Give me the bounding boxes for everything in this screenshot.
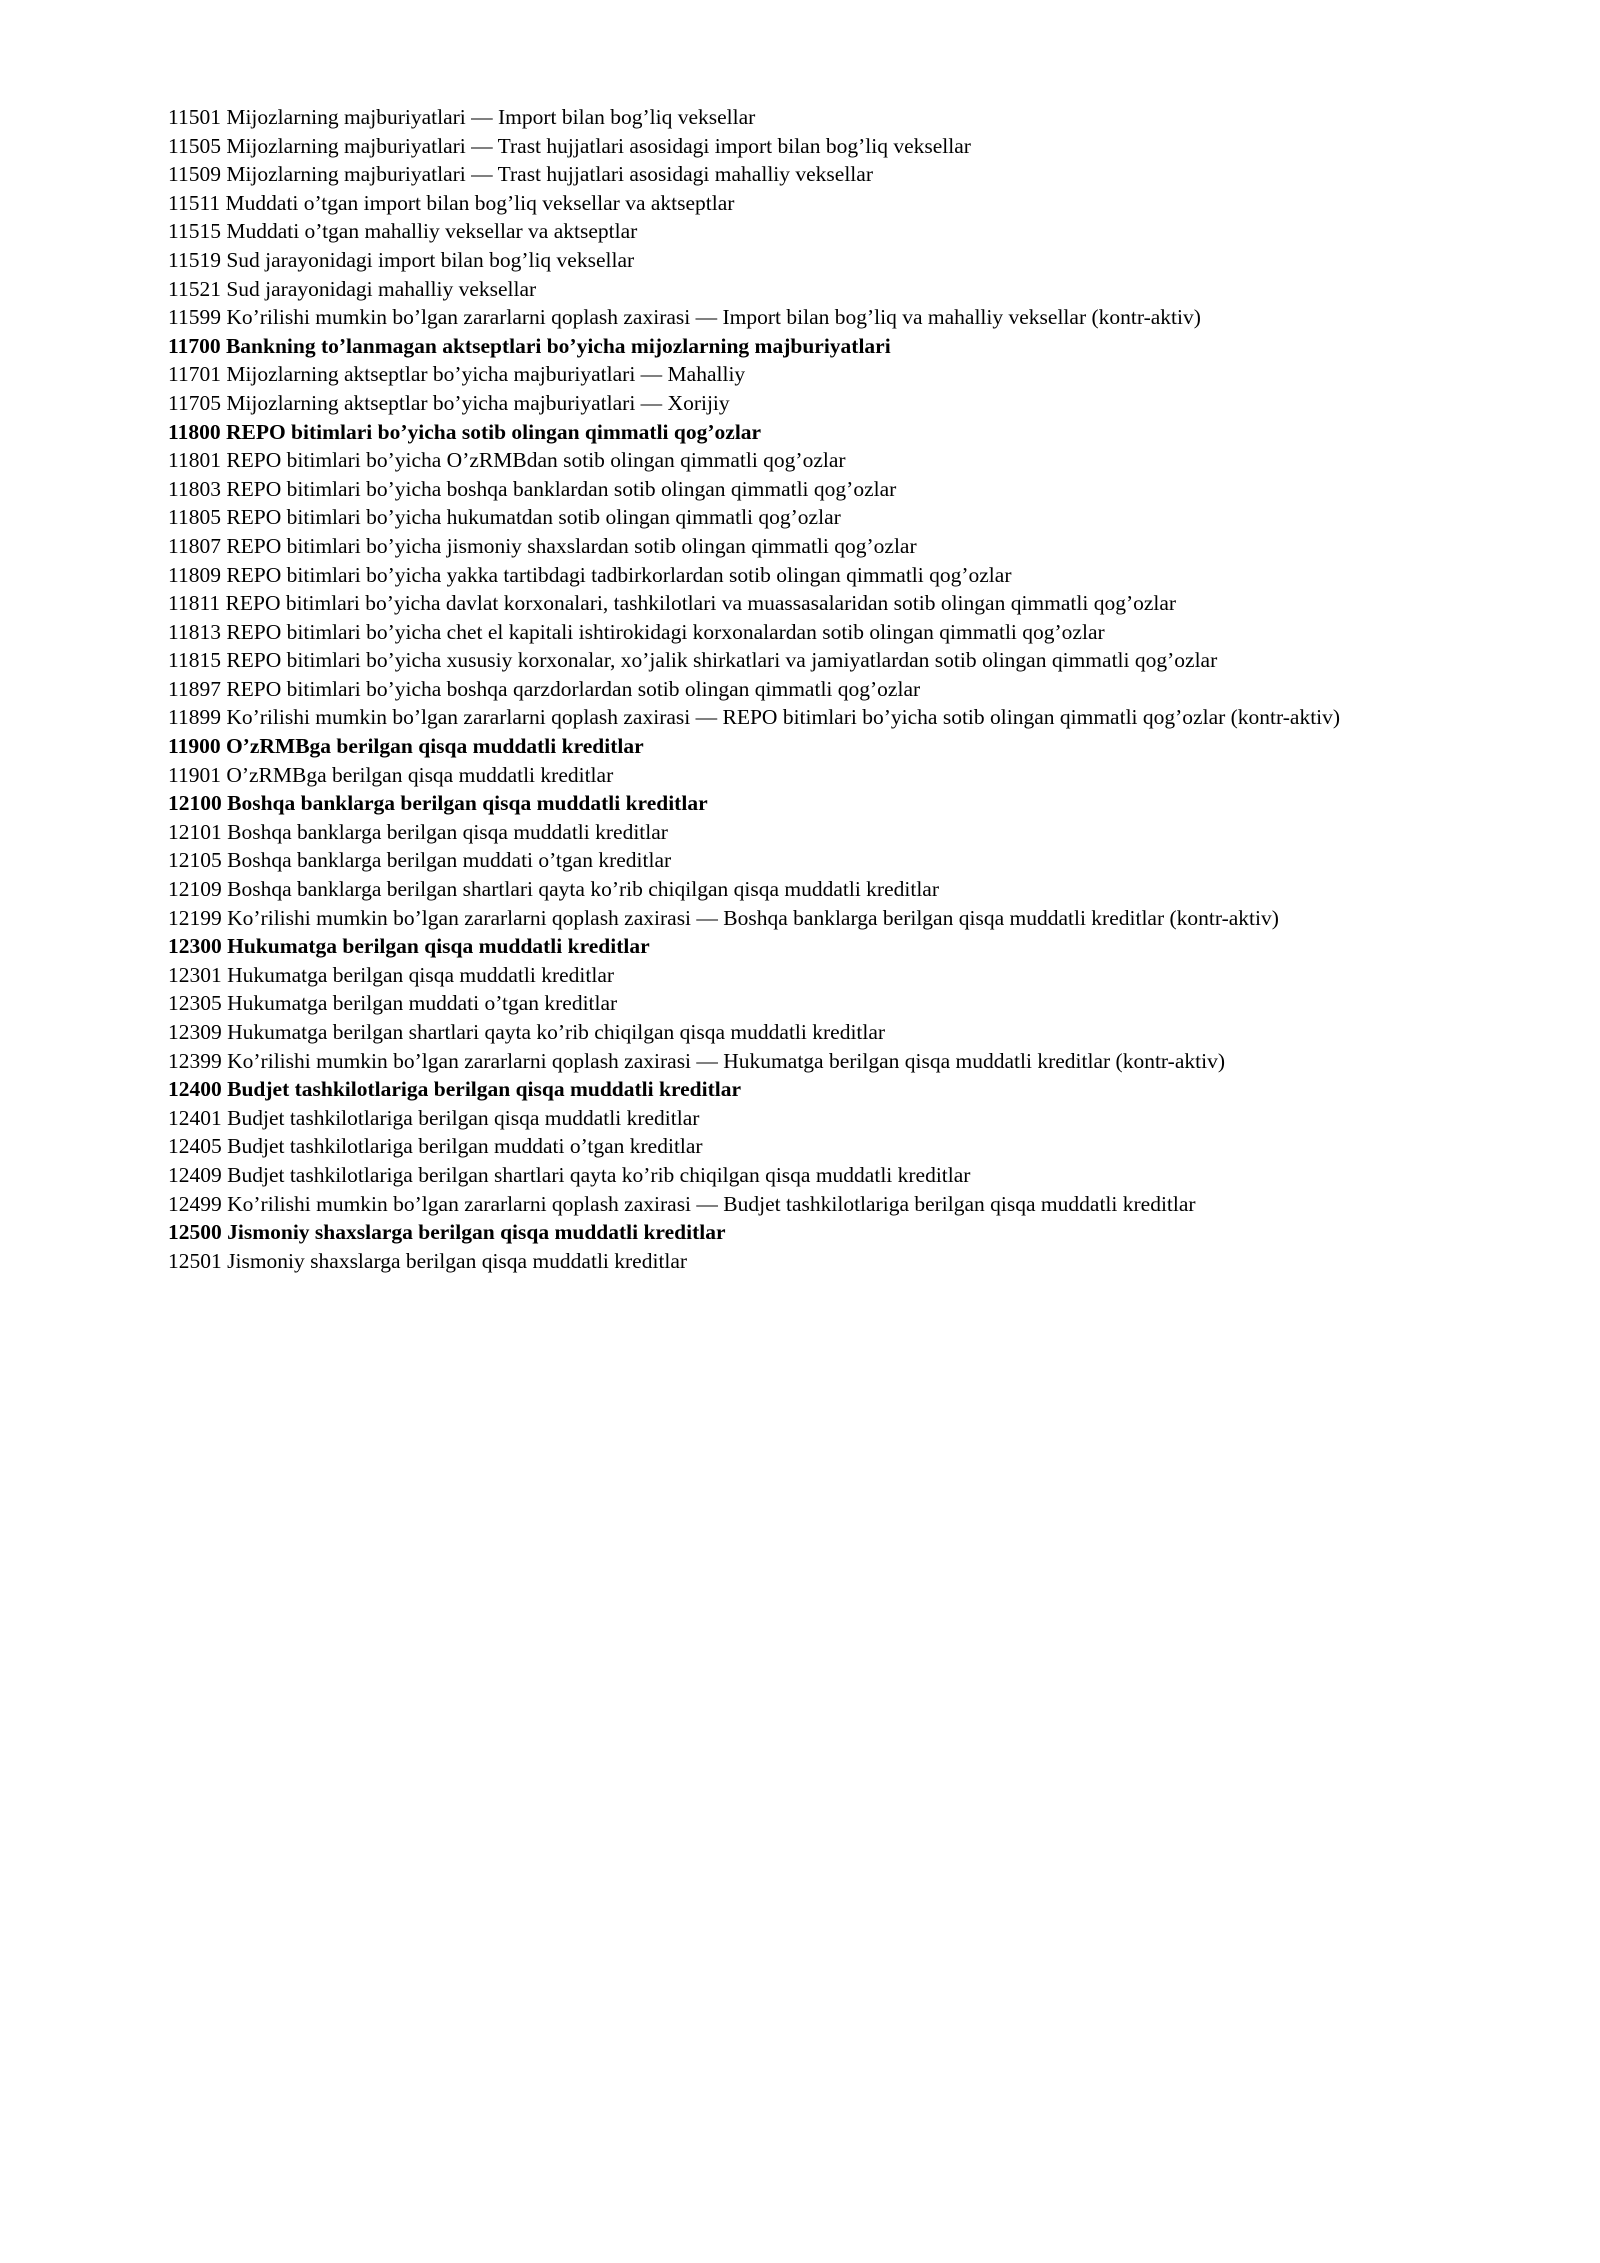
account-code: 11509 (168, 162, 221, 187)
account-title: REPO bitimlari bo’yicha yakka tartibdagi tadbirkorlardan sotib olingan qimmatli qog’ozlar (226, 562, 1012, 587)
account-code: 12309 (168, 1020, 222, 1044)
account-line (168, 589, 1430, 618)
account-line (168, 160, 1430, 189)
account-line (168, 932, 1430, 961)
account-code: 12109 (168, 877, 222, 902)
account-list (168, 103, 1430, 1275)
account-code: 11809 (168, 562, 221, 587)
account-line (168, 1218, 1430, 1247)
account-line (168, 561, 1430, 590)
account-code: 12105 (168, 848, 222, 873)
account-line (168, 1190, 1430, 1219)
account-code: 11599 (168, 305, 221, 330)
account-title: REPO bitimlari bo’yicha chet el kapitali ishtirokidagi korxonalardan sotib olingan qimmatli qog’ozlar (226, 619, 1105, 644)
account-line (168, 989, 1430, 1018)
account-code: 11901 (168, 762, 221, 787)
account-title: Budjet tashkilotlariga berilgan qisqa muddatli kreditlar (227, 1105, 700, 1130)
account-title: Sud jarayonidagi import bilan bog’liq veksellar (226, 247, 635, 272)
account-line (168, 1161, 1430, 1190)
account-code: 12100 (168, 791, 222, 816)
account-code: 11815 (168, 648, 221, 673)
account-title: Ko’rilishi mumkin bo’lgan zararlarni qoplash zaxirasi — Hukumatga berilgan qisqa muddatli kreditlar (kontr-aktiv) (227, 1048, 1225, 1073)
account-title: Boshqa banklarga berilgan shartlari qayta ko’rib chiqilgan qisqa muddatli kreditlar (227, 877, 940, 902)
account-title: Mijozlarning majburiyatlari — Trast hujjatlari asosidagi mahalliy veksellar (226, 162, 873, 187)
account-line (168, 303, 1430, 332)
account-line (168, 618, 1430, 647)
account-line (168, 789, 1430, 818)
account-code: 12499 (168, 1191, 222, 1216)
account-title: Mijozlarning majburiyatlari — Import bilan bog’liq veksellar (226, 105, 756, 129)
account-title: Boshqa banklarga berilgan muddati o’tgan kreditlar (227, 848, 672, 873)
account-line (168, 275, 1430, 304)
account-title: Hukumatga berilgan qisqa muddatli kreditlar (227, 934, 650, 959)
account-title: Bankning to’lanmagan aktseptlari bo’yicha mijozlarning majburiyatlari (225, 333, 891, 358)
account-line (168, 761, 1430, 790)
account-line (168, 360, 1430, 389)
account-code: 11515 (168, 219, 221, 244)
account-title: O’zRMBga berilgan qisqa muddatli kreditlar (225, 734, 644, 759)
account-title: Sud jarayonidagi mahalliy veksellar (226, 276, 537, 301)
account-code: 11813 (168, 619, 221, 644)
account-line (168, 875, 1430, 904)
account-code: 11511 (168, 190, 221, 215)
account-code: 11803 (168, 476, 221, 501)
account-title: Jismoniy shaxslarga berilgan qisqa muddatli kreditlar (227, 1248, 688, 1273)
account-code: 12501 (168, 1248, 222, 1273)
account-line (168, 1047, 1430, 1076)
account-line (168, 818, 1430, 847)
account-line (168, 217, 1430, 246)
account-title: Ko’rilishi mumkin bo’lgan zararlarni qoplash zaxirasi — REPO bitimlari bo’yicha sotib olingan qimmatli qog’ozlar (kontr-aktiv) (226, 705, 1341, 730)
account-line (168, 846, 1430, 875)
account-line (168, 446, 1430, 475)
account-title: Hukumatga berilgan qisqa muddatli kreditlar (227, 962, 615, 987)
account-code: 11505 (168, 133, 221, 158)
account-title: O’zRMBga berilgan qisqa muddatli kreditlar (226, 762, 614, 787)
account-title: Mijozlarning aktseptlar bo’yicha majburiyatlari — Mahalliy (226, 362, 746, 387)
account-title: Boshqa banklarga berilgan qisqa muddatli kreditlar (227, 819, 668, 844)
account-title: Ko’rilishi mumkin bo’lgan zararlarni qoplash zaxirasi — Budjet tashkilotlariga berilgan qisqa muddatli kreditlar (227, 1191, 1196, 1216)
account-title: REPO bitimlari bo’yicha sotib olingan qimmatli qog’ozlar (225, 419, 762, 444)
account-code: 12401 (168, 1105, 222, 1130)
account-line (168, 132, 1430, 161)
account-line (168, 961, 1430, 990)
account-line (168, 1132, 1430, 1161)
account-code: 12199 (168, 905, 222, 930)
account-line (168, 646, 1430, 675)
account-line (168, 389, 1430, 418)
account-code: 11705 (168, 390, 221, 415)
account-line (168, 1075, 1430, 1104)
account-line (168, 189, 1430, 218)
account-title: Mijozlarning majburiyatlari — Trast hujjatlari asosidagi import bilan bog’liq veksellar (226, 133, 971, 158)
account-line (168, 1247, 1430, 1276)
account-title: REPO bitimlari bo’yicha hukumatdan sotib olingan qimmatli qog’ozlar (226, 505, 841, 530)
account-line (168, 418, 1430, 447)
account-line (168, 675, 1430, 704)
account-line (168, 904, 1430, 933)
account-title: REPO bitimlari bo’yicha xususiy korxonalar, xo’jalik shirkatlari va jamiyatlardan sotib olingan qimmatli qog’ozlar (226, 648, 1218, 673)
account-line (168, 475, 1430, 504)
account-code: 12405 (168, 1134, 222, 1159)
account-line (168, 246, 1430, 275)
account-line (168, 703, 1430, 732)
account-title: REPO bitimlari bo’yicha jismoniy shaxslardan sotib olingan qimmatli qog’ozlar (226, 533, 917, 558)
account-code: 12101 (168, 819, 222, 844)
account-title: REPO bitimlari bo’yicha boshqa qarzdorlardan sotib olingan qimmatli qog’ozlar (226, 676, 921, 701)
account-title: Boshqa banklarga berilgan qisqa muddatli kreditlar (227, 791, 708, 816)
account-title: Budjet tashkilotlariga berilgan shartlari qayta ko’rib chiqilgan qisqa muddatli kreditlar (227, 1162, 971, 1187)
account-code: 11521 (168, 276, 221, 301)
account-code: 11519 (168, 247, 221, 272)
account-code: 12305 (168, 991, 222, 1016)
account-code: 11800 (168, 419, 221, 444)
account-line (168, 103, 1430, 132)
account-line (168, 732, 1430, 761)
account-title: Hukumatga berilgan shartlari qayta ko’rib chiqilgan qisqa muddatli kreditlar (227, 1020, 886, 1044)
account-title: Ko’rilishi mumkin bo’lgan zararlarni qoplash zaxirasi — Boshqa banklarga berilgan qisqa muddatli kreditlar (kontr-aktiv) (227, 905, 1279, 930)
account-line (168, 503, 1430, 532)
account-code: 11897 (168, 676, 221, 701)
account-title: REPO bitimlari bo’yicha boshqa banklardan sotib olingan qimmatli qog’ozlar (226, 476, 897, 501)
account-title: Muddati o’tgan mahalliy veksellar va aktseptlar (226, 219, 638, 244)
account-title: REPO bitimlari bo’yicha O’zRMBdan sotib olingan qimmatli qog’ozlar (226, 448, 846, 473)
account-code: 11900 (168, 734, 221, 759)
account-title: Budjet tashkilotlariga berilgan qisqa muddatli kreditlar (227, 1077, 742, 1102)
account-code: 12400 (168, 1077, 222, 1102)
account-code: 12300 (168, 934, 222, 959)
account-code: 11805 (168, 505, 221, 530)
account-line (168, 332, 1430, 361)
account-code: 11807 (168, 533, 221, 558)
account-code: 12500 (168, 1220, 222, 1245)
account-title: Muddati o’tgan import bilan bog’liq veksellar va aktseptlar (225, 190, 735, 215)
account-code: 11801 (168, 448, 221, 473)
account-code: 11501 (168, 105, 221, 129)
account-line (168, 532, 1430, 561)
account-code: 11700 (168, 333, 221, 358)
account-title: Hukumatga berilgan muddati o’tgan kreditlar (227, 991, 618, 1016)
account-title: REPO bitimlari bo’yicha davlat korxonalari, tashkilotlari va muassasalaridan sotib olingan qimmatli qog’ozlar (225, 591, 1177, 616)
account-title: Ko’rilishi mumkin bo’lgan zararlarni qoplash zaxirasi — Import bilan bog’liq va mahalliy veksellar (kontr-aktiv) (226, 305, 1201, 330)
account-line (168, 1018, 1430, 1047)
account-title: Budjet tashkilotlariga berilgan muddati o’tgan kreditlar (227, 1134, 703, 1159)
account-title: Mijozlarning aktseptlar bo’yicha majburiyatlari — Xorijiy (226, 390, 730, 415)
account-line (168, 1104, 1430, 1133)
account-code: 11701 (168, 362, 221, 387)
account-code: 12409 (168, 1162, 222, 1187)
account-code: 11811 (168, 591, 221, 616)
account-code: 12301 (168, 962, 222, 987)
account-code: 12399 (168, 1048, 222, 1073)
account-code: 11899 (168, 705, 221, 730)
account-title: Jismoniy shaxslarga berilgan qisqa muddatli kreditlar (227, 1220, 726, 1245)
